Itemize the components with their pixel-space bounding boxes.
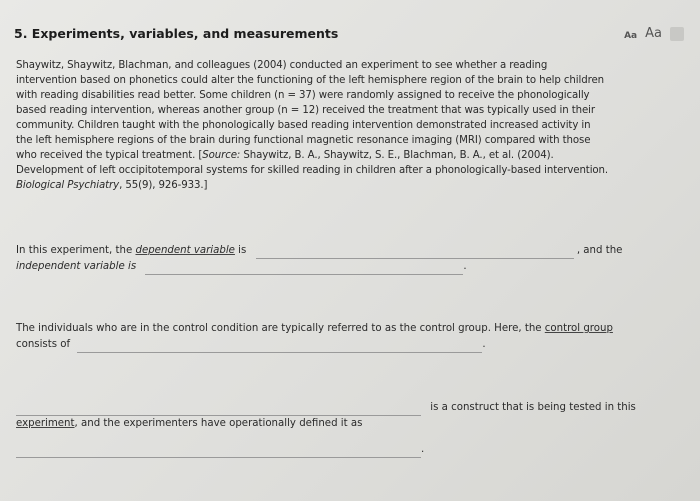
dependent-variable-blank[interactable] bbox=[256, 246, 574, 259]
text-size-controls bbox=[624, 26, 684, 41]
passage-line: Biological Psychiatry, 55(9), 926-933.] bbox=[16, 180, 208, 191]
passage-line: intervention based on phonetics could alter the functioning of the left hemisphere region of the brain to help children bbox=[16, 75, 604, 86]
text-size-increase-button[interactable]: Aa bbox=[645, 26, 662, 41]
dependent-variable-term: dependent variable bbox=[135, 245, 235, 256]
question-2: The individuals who are in the control condition are typically referred to as the control group. Here, the control group consists of . bbox=[16, 321, 613, 353]
independent-variable-term: independent variable bbox=[16, 261, 125, 272]
question-3: is a construct that is being tested in this experiment, and the experimenters have operationally defined it as . bbox=[16, 400, 636, 458]
operational-definition-blank[interactable] bbox=[16, 445, 421, 458]
passage bbox=[16, 58, 691, 193]
passage-line: Development of left occipitotemporal systems for skilled reading in children after a phonologically-based intervention. bbox=[16, 165, 609, 176]
passage-line: based reading intervention, whereas another group (n = 12) received the treatment that was typically used in their bbox=[16, 105, 595, 116]
construct-blank[interactable] bbox=[16, 403, 421, 416]
question-title: 5. Experiments, variables, and measurements bbox=[14, 26, 339, 41]
independent-variable-blank[interactable] bbox=[145, 262, 463, 275]
passage-line: the left hemisphere regions of the brain during functional magnetic resonance imaging (MRI) compared with those bbox=[16, 135, 591, 146]
experiment-term: experiment bbox=[16, 418, 75, 429]
passage-line: with reading disabilities read better. Some children (n = 37) were randomly assigned to receive the phonologically bbox=[16, 90, 590, 101]
print-icon[interactable] bbox=[670, 27, 684, 41]
passage-line: who received the typical treatment. [Source: Shaywitz, B. A., Shaywitz, S. E., Blachman, B. A., et al. (2004). bbox=[16, 150, 554, 161]
passage-line: Shaywitz, Shaywitz, Blachman, and colleagues (2004) conducted an experiment to see whether a reading bbox=[16, 60, 548, 71]
question-1: In this experiment, the dependent variable is , and the independent variable is . bbox=[16, 243, 622, 275]
control-group-term: control group bbox=[544, 323, 613, 334]
passage-line: community. Children taught with the phonologically based reading intervention demonstrated increased activity in bbox=[16, 120, 591, 131]
text-size-decrease-button[interactable]: Aa bbox=[624, 31, 638, 41]
control-group-blank[interactable] bbox=[77, 340, 482, 353]
